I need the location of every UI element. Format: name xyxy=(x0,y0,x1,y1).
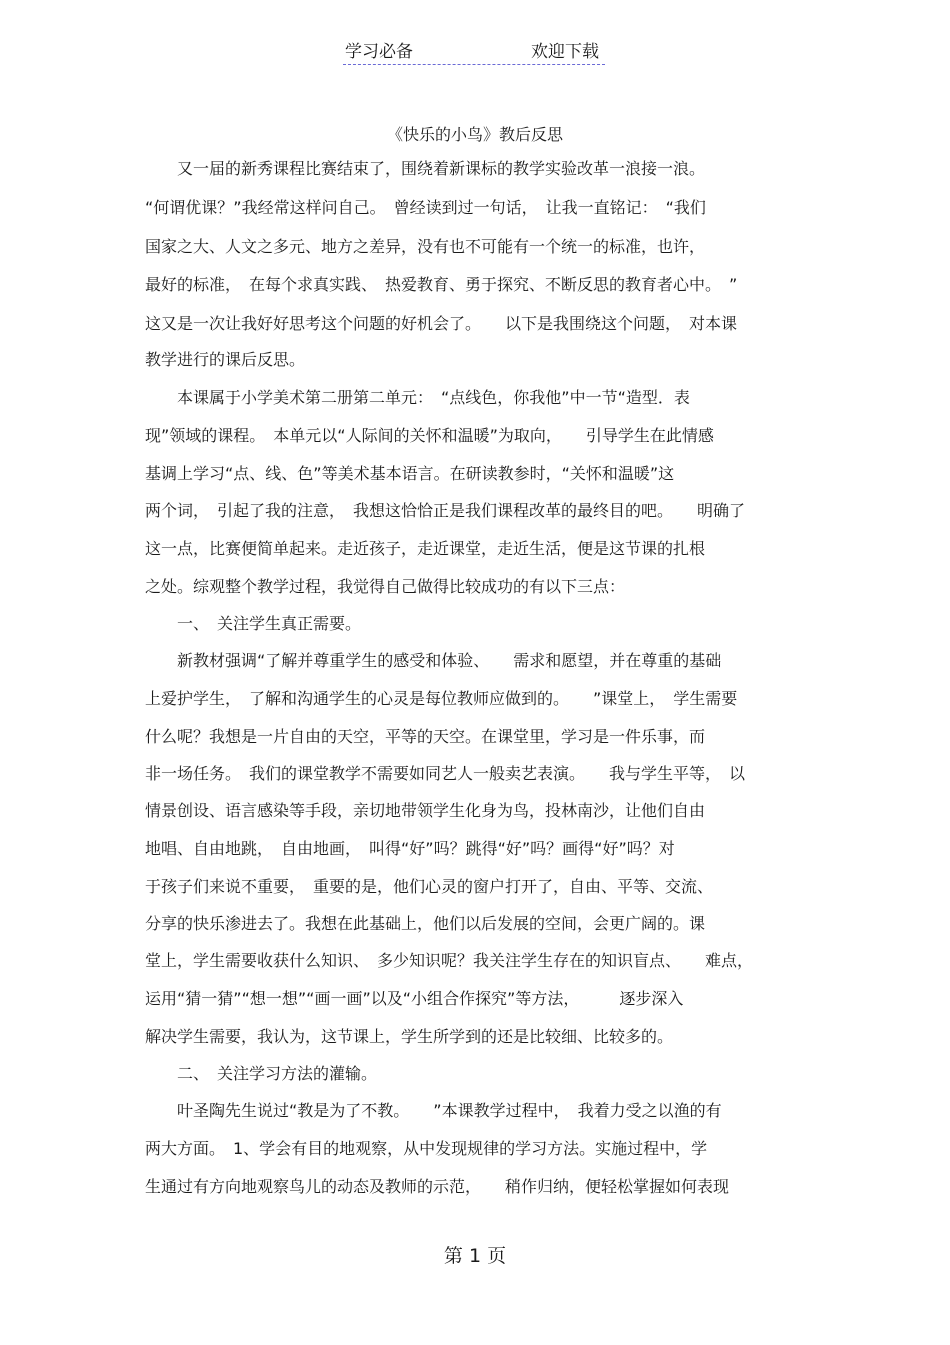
text-line: 什么呢？我想是一片自由的天空，平等的天空。在课堂里，学习是一件乐事，而 xyxy=(145,727,706,746)
text-line: 叶圣陶先生说过“教是为了不教。 ”本课教学过程中， 我着力受之以渔的有 xyxy=(145,1101,722,1120)
text-line: “何谓优课？”我经常这样问自己。 曾经读到过一句话， 让我一直铭记： “我们 xyxy=(145,198,706,217)
text-line: 解决学生需要，我认为，这节课上，学生所学到的还是比较细、比较多的。 xyxy=(145,1027,674,1046)
text-line: 地唱、自由地跳， 自由地画， 叫得“好”吗？跳得“好”吗？画得“好”吗？对 xyxy=(145,839,675,858)
section-heading: 二、 关注学习方法的灌输。 xyxy=(145,1064,378,1083)
text-line: 堂上，学生需要收获什么知识、 多少知识呢？我关注学生存在的知识盲点、 难点， xyxy=(145,951,754,970)
text-line: 非一场任务。 我们的课堂教学不需要如同艺人一般卖艺表演。 我与学生平等， 以 xyxy=(145,764,746,783)
document-title: 《快乐的小鸟》教后反思 xyxy=(386,125,563,144)
page-number: 第 1 页 xyxy=(443,1245,507,1267)
header-right-text: 欢迎下载 xyxy=(531,42,599,62)
text-line: 新教材强调“了解并尊重学生的感受和体验、 需求和愿望，并在尊重的基础 xyxy=(145,651,722,670)
text-line: 国家之大、人文之多元、地方之差异，没有也不可能有一个统一的标准，也许， xyxy=(145,237,706,256)
text-line: 基调上学习“点、线、色”等美术基本语言。在研读教参时，“关怀和温暖”这 xyxy=(145,464,675,483)
text-line: 两大方面。 1、学会有目的地观察，从中发现规律的学习方法。实施过程中，学 xyxy=(145,1139,708,1158)
text-line: 现”领域的课程。 本单元以“人际间的关怀和温暖”为取向， 引导学生在此情感 xyxy=(145,426,714,445)
section-heading: 一、 关注学生真正需要。 xyxy=(145,614,362,633)
text-line: 之处。综观整个教学过程，我觉得自己做得比较成功的有以下三点： xyxy=(145,577,626,596)
text-line: 这一点，比赛便简单起来。走近孩子，走近课堂，走近生活，便是这节课的扎根 xyxy=(145,539,706,558)
header-left-text: 学习必备 xyxy=(345,42,413,62)
text-line: 教学进行的课后反思。 xyxy=(145,350,306,369)
text-line: 于孩子们来说不重要， 重要的是，他们心灵的窗户打开了，自由、平等、交流、 xyxy=(145,877,714,896)
text-line: 上爱护学生， 了解和沟通学生的心灵是每位教师应做到的。 ”课堂上， 学生需要 xyxy=(145,689,738,708)
text-line: 分享的快乐渗进去了。我想在此基础上，他们以后发展的空间，会更广阔的。课 xyxy=(145,914,706,933)
text-line: 两个词， 引起了我的注意， 我想这恰恰正是我们课程改革的最终目的吧。 明确了 xyxy=(145,501,746,520)
text-line: 最好的标准， 在每个求真实践、 热爱教育、勇于探究、不断反思的教育者心中。 ” xyxy=(145,275,738,294)
text-line: 这又是一次让我好好思考这个问题的好机会了。 以下是我围绕这个问题， 对本课 xyxy=(145,314,738,333)
text-line: 运用“猜一猜”“想一想”“画一画”以及“小组合作探究”等方法， 逐步深入 xyxy=(145,989,684,1008)
text-line: 本课属于小学美术第二册第二单元： “点线色，你我他”中一节“造型．表 xyxy=(145,388,690,407)
text-line: 情景创设、语言感染等手段，亲切地带领学生化身为鸟，投林南沙，让他们自由 xyxy=(145,801,706,820)
page-header xyxy=(343,40,605,65)
text-line: 又一届的新秀课程比赛结束了，围绕着新课标的教学实验改革一浪接一浪。 xyxy=(145,159,706,178)
text-line: 生通过有方向地观察鸟儿的动态及教师的示范， 稍作归纳，便轻松掌握如何表现 xyxy=(145,1177,730,1196)
